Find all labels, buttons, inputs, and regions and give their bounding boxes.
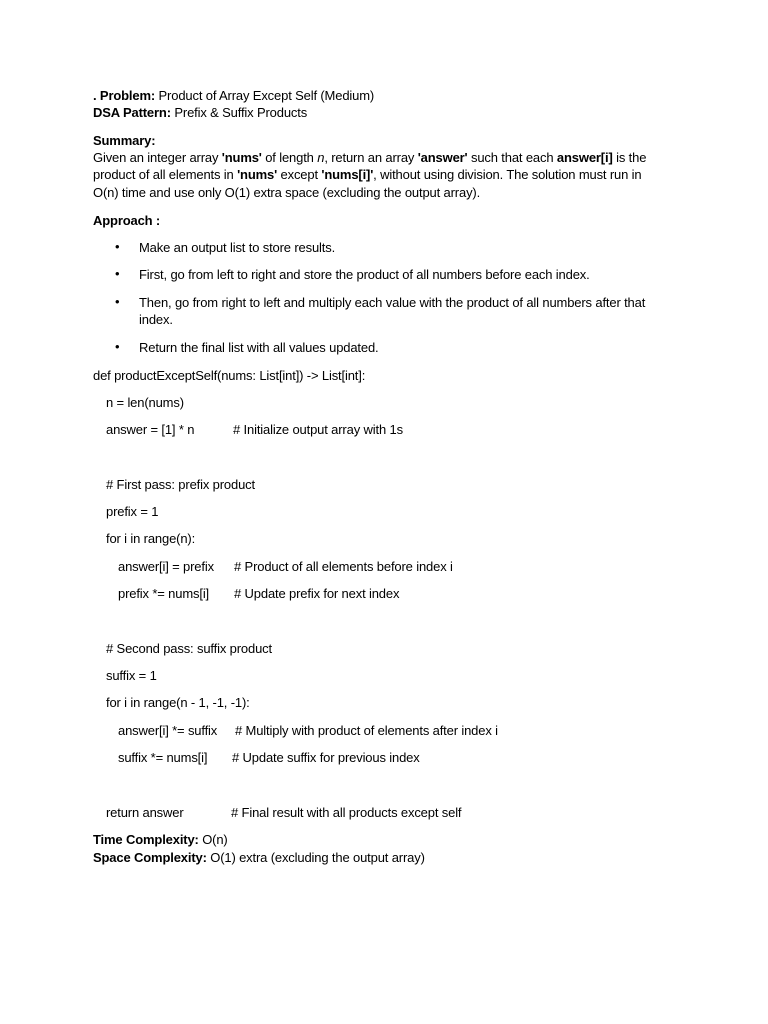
code-comment: # Update prefix for next index — [234, 586, 400, 601]
code-comment: # Update suffix for previous index — [232, 750, 420, 765]
pattern-value: Prefix & Suffix Products — [170, 105, 308, 120]
approach-item: First, go from left to right and store the product of all numbers before each index. — [139, 267, 590, 282]
problem-label: . Problem: — [93, 88, 156, 103]
bullet-icon: • — [115, 266, 120, 281]
summary-text: except — [277, 167, 322, 182]
summary-text: product of all elements in — [93, 167, 238, 182]
summary-answer: 'answer' — [417, 150, 468, 165]
problem-line — [93, 87, 374, 104]
code-comment-line: # Second pass: suffix product — [106, 641, 272, 656]
code-comment: # Product of all elements before index i — [234, 559, 453, 574]
code-line: return answer — [106, 805, 184, 820]
summary-nums: 'nums' — [221, 150, 262, 165]
pattern-line — [93, 104, 307, 121]
code-line: for i in range(n - 1, -1, -1): — [106, 695, 250, 710]
approach-item: Return the final list with all values updated. — [139, 340, 379, 355]
code-comment: # Initialize output array with 1s — [233, 422, 403, 437]
code-comment: # Multiply with product of elements after index i — [235, 723, 498, 738]
code-line: suffix = 1 — [106, 668, 157, 683]
bullet-icon: • — [115, 294, 120, 309]
code-line: answer[i] = prefix — [118, 559, 214, 574]
code-line: prefix *= nums[i] — [118, 586, 210, 601]
approach-item-continued: index. — [139, 312, 173, 327]
summary-heading: Summary: — [93, 133, 156, 148]
summary-line-2 — [93, 166, 641, 183]
summary-text: of length — [261, 150, 318, 165]
approach-heading: Approach : — [93, 213, 161, 228]
summary-line-1 — [93, 149, 646, 166]
approach-item: Make an output list to store results. — [139, 240, 336, 255]
time-complexity — [93, 831, 228, 848]
space-complexity — [93, 849, 425, 866]
summary-text: is the — [612, 150, 647, 165]
bullet-icon: • — [115, 339, 120, 354]
code-line: prefix = 1 — [106, 504, 159, 519]
summary-nums: 'nums' — [237, 167, 278, 182]
summary-text: Given an integer array — [93, 150, 222, 165]
summary-answer-i: answer[i] — [556, 150, 613, 165]
time-complexity-label: Time Complexity: — [93, 832, 199, 847]
summary-text: , without using division. The solution must run in — [373, 167, 642, 182]
summary-n: n — [317, 150, 325, 165]
code-line: answer = [1] * n — [106, 422, 195, 437]
code-comment-line: # First pass: prefix product — [106, 477, 255, 492]
pattern-label: DSA Pattern: — [93, 105, 171, 120]
summary-nums-i: 'nums[i]' — [321, 167, 374, 182]
problem-value: Product of Array Except Self (Medium) — [155, 88, 375, 103]
code-line: for i in range(n): — [106, 531, 196, 546]
bullet-icon: • — [115, 239, 120, 254]
code-line: answer[i] *= suffix — [118, 723, 218, 738]
code-def-line: def productExceptSelf(nums: List[int]) -> List[int]: — [93, 368, 366, 383]
summary-line-3: O(n) time and use only O(1) extra space (excluding the output array). — [93, 185, 481, 200]
code-line: n = len(nums) — [106, 395, 184, 410]
summary-text: such that each — [467, 150, 557, 165]
time-complexity-value: O(n) — [198, 832, 228, 847]
space-complexity-value: O(1) extra (excluding the output array) — [206, 850, 425, 865]
code-comment: # Final result with all products except self — [231, 805, 462, 820]
summary-text: , return an array — [324, 150, 418, 165]
approach-item: Then, go from right to left and multiply each value with the product of all numbers after that — [139, 295, 646, 310]
space-complexity-label: Space Complexity: — [93, 850, 207, 865]
code-line: suffix *= nums[i] — [118, 750, 208, 765]
